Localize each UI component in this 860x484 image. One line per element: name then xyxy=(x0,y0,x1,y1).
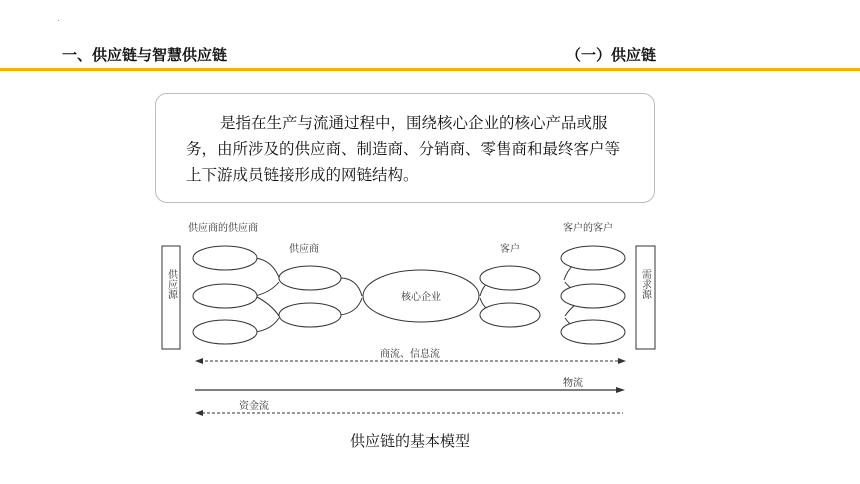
decorative-dot xyxy=(58,20,59,21)
subsection-title: （一）供应链 xyxy=(566,46,657,64)
supplier-of-supplier-node xyxy=(193,284,257,308)
header-divider xyxy=(0,68,860,71)
customer-of-customer-node xyxy=(561,320,625,344)
supplier-of-supplier-node xyxy=(193,320,257,344)
customer-node xyxy=(480,266,540,290)
customers-label: 客户 xyxy=(500,244,520,255)
supplier-of-supplier-node xyxy=(193,246,257,270)
logistics-flow-arrow xyxy=(616,387,625,393)
core-enterprise-label: 核心企业 xyxy=(401,292,441,303)
capital-flow-label: 资金流 xyxy=(239,401,269,412)
logistics-flow-label: 物流 xyxy=(563,378,583,389)
demand-source-label: 需求源 xyxy=(639,269,651,299)
suppliers-label: 供应商 xyxy=(289,244,319,255)
supply-chain-diagram xyxy=(155,214,665,424)
business-info-flow-arrow-right xyxy=(618,358,626,364)
business-info-flow-label: 商流、信息流 xyxy=(380,349,440,360)
customer-of-customer-node xyxy=(561,284,625,308)
customer-of-customer-node xyxy=(561,246,625,270)
definition-box xyxy=(155,93,655,203)
business-info-flow-arrow-left xyxy=(195,358,203,364)
diagram-caption: 供应链的基本模型 xyxy=(349,432,470,450)
capital-flow-arrow xyxy=(195,410,203,416)
customers-of-customers-label: 客户的客户 xyxy=(563,223,613,234)
supplier-node xyxy=(279,266,341,290)
suppliers-of-suppliers-label: 供应商的供应商 xyxy=(188,223,258,234)
definition-text: 是指在生产与流通过程中，围绕核心企业的核心产品或服务，由所涉及的供应商、制造商、分销商、零售商和最终客户等上下游成员链接形成的网链结构。 xyxy=(186,114,621,184)
supply-source-label: 供应源 xyxy=(165,269,177,299)
customer-node xyxy=(480,303,540,327)
section-title: 一、供应链与智慧供应链 xyxy=(62,46,228,64)
supplier-node xyxy=(279,303,341,327)
